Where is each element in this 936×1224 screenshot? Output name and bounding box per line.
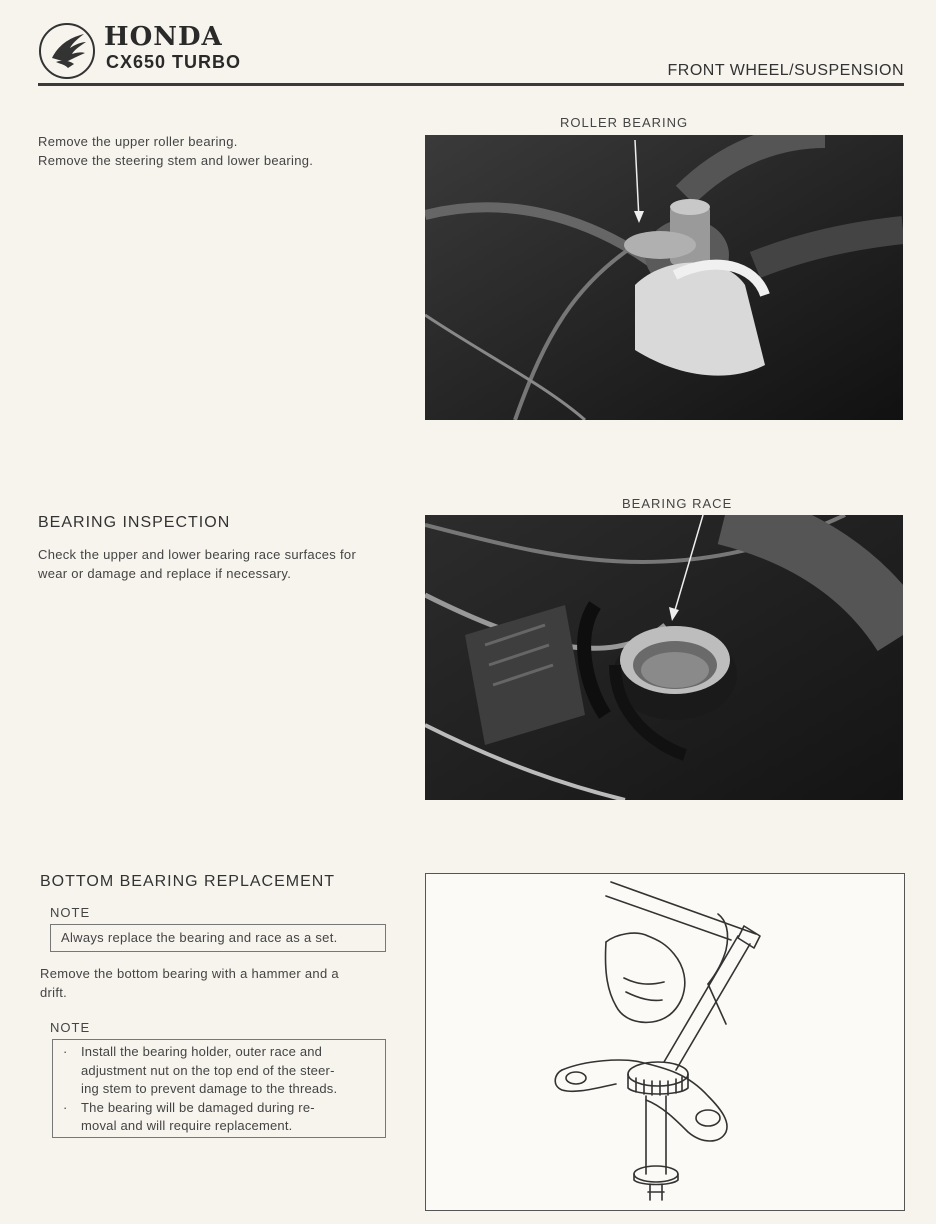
bullet: · <box>63 1044 68 1059</box>
note-box <box>52 1039 386 1138</box>
text-line: Remove the bottom bearing with a hammer and a <box>40 966 339 981</box>
brand-name: HONDA <box>104 22 223 52</box>
heading-bearing-inspection: BEARING INSPECTION <box>38 514 231 531</box>
heading-bottom-bearing-replacement: BOTTOM BEARING REPLACEMENT <box>40 873 336 890</box>
model-name: CX650 TURBO <box>106 52 242 72</box>
note-label: NOTE <box>50 905 91 920</box>
note-item <box>53 1043 385 1099</box>
note-box <box>50 924 386 952</box>
note-line: adjustment nut on the top end of the steer- <box>81 1062 335 1078</box>
bearing-race-photo <box>425 515 903 800</box>
block3-text <box>40 964 410 1002</box>
bearing-removal-diagram <box>425 873 905 1211</box>
block1-text <box>38 132 398 170</box>
text-line: Remove the upper roller bearing. <box>38 134 238 149</box>
note-item <box>53 1099 385 1136</box>
note-list <box>53 1043 385 1136</box>
block2-text <box>38 545 408 583</box>
text-line: Remove the steering stem and lower bearing. <box>38 153 314 168</box>
honda-wing-icon <box>38 22 96 80</box>
note-line: Install the bearing holder, outer race and <box>81 1044 323 1059</box>
photo-label-bearing-race: BEARING RACE <box>622 496 733 511</box>
note-line: ing stem to prevent damage to the threads. <box>81 1081 338 1096</box>
text-line: wear or damage and replace if necessary. <box>38 566 292 581</box>
note-line: The bearing will be damaged during re- <box>81 1099 315 1115</box>
roller-bearing-photo <box>425 135 903 420</box>
text-line: Check the upper and lower bearing race surfaces for <box>38 547 357 562</box>
note-text: Always replace the bearing and race as a set. <box>61 930 338 945</box>
header-divider <box>38 83 904 86</box>
section-title: FRONT WHEEL/SUSPENSION <box>667 62 904 79</box>
bullet: · <box>63 1099 68 1115</box>
note-label: NOTE <box>50 1020 91 1035</box>
photo-label-roller-bearing: ROLLER BEARING <box>560 115 689 130</box>
note-line: moval and will require replacement. <box>81 1118 293 1133</box>
text-line: drift. <box>40 985 68 1000</box>
